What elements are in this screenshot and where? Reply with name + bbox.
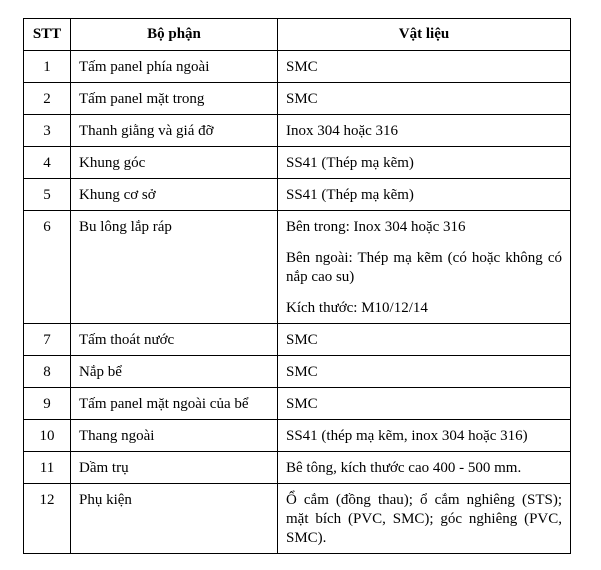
material-cell bbox=[278, 211, 571, 324]
row-number: 7 bbox=[24, 324, 71, 356]
table-body bbox=[24, 51, 571, 554]
part-name: Nắp bể bbox=[71, 356, 278, 388]
table-row bbox=[24, 51, 571, 83]
material-cell bbox=[278, 83, 571, 115]
material-text: Bê tông, kích thước cao 400 - 500 mm. bbox=[286, 460, 522, 476]
part-name: Thanh giằng và giá đỡ bbox=[71, 115, 278, 147]
part-name: Khung cơ sở bbox=[71, 179, 278, 211]
part-name: Tấm panel mặt ngoài của bể bbox=[71, 388, 278, 420]
material-cell bbox=[278, 356, 571, 388]
table-row bbox=[24, 179, 571, 211]
material-text: Ổ cắm (đồng thau); ổ cắm nghiêng (STS); mặt bích (PVC, SMC); góc nghiêng (PVC, SMC). bbox=[286, 492, 562, 546]
table-row bbox=[24, 147, 571, 179]
table-row bbox=[24, 388, 571, 420]
part-name: Tấm panel phía ngoài bbox=[71, 51, 278, 83]
table-row bbox=[24, 452, 571, 484]
row-number: 12 bbox=[24, 484, 71, 554]
material-cell bbox=[278, 51, 571, 83]
table-row bbox=[24, 211, 571, 324]
table-row bbox=[24, 324, 571, 356]
part-name: Phụ kiện bbox=[71, 484, 278, 554]
row-number: 8 bbox=[24, 356, 71, 388]
material-text: SMC bbox=[286, 396, 318, 412]
header-row bbox=[24, 19, 571, 51]
material-text: Kích thước: M10/12/14 bbox=[286, 300, 428, 316]
material-cell bbox=[278, 147, 571, 179]
material-cell bbox=[278, 115, 571, 147]
material-text: SS41 (Thép mạ kẽm) bbox=[286, 187, 414, 203]
material-text: SMC bbox=[286, 364, 318, 380]
material-text: SS41 (thép mạ kẽm, inox 304 hoặc 316) bbox=[286, 428, 528, 444]
row-number: 11 bbox=[24, 452, 71, 484]
row-number: 2 bbox=[24, 83, 71, 115]
table-row bbox=[24, 484, 571, 554]
part-name: Dầm trụ bbox=[71, 452, 278, 484]
table-row bbox=[24, 420, 571, 452]
material-text: SMC bbox=[286, 332, 318, 348]
row-number: 4 bbox=[24, 147, 71, 179]
table-row bbox=[24, 83, 571, 115]
row-number: 10 bbox=[24, 420, 71, 452]
material-text: SMC bbox=[286, 91, 318, 107]
header-stt: STT bbox=[24, 19, 71, 51]
material-cell bbox=[278, 484, 571, 554]
part-name: Bu lông lắp ráp bbox=[71, 211, 278, 324]
part-name: Khung góc bbox=[71, 147, 278, 179]
table-row bbox=[24, 115, 571, 147]
material-text: Inox 304 hoặc 316 bbox=[286, 123, 399, 139]
material-text: Bên trong: Inox 304 hoặc 316 bbox=[286, 219, 466, 235]
part-name: Tấm thoát nước bbox=[71, 324, 278, 356]
material-text: SMC bbox=[286, 59, 318, 75]
material-text: Bên ngoài: Thép mạ kẽm (có hoặc không có nắp cao su) bbox=[286, 250, 562, 285]
row-number: 9 bbox=[24, 388, 71, 420]
material-cell bbox=[278, 324, 571, 356]
material-cell bbox=[278, 388, 571, 420]
row-number: 3 bbox=[24, 115, 71, 147]
row-number: 5 bbox=[24, 179, 71, 211]
header-part: Bộ phận bbox=[71, 19, 278, 51]
materials-table bbox=[23, 18, 571, 554]
material-cell bbox=[278, 179, 571, 211]
header-material: Vật liệu bbox=[278, 19, 571, 51]
part-name: Thang ngoài bbox=[71, 420, 278, 452]
table-row bbox=[24, 356, 571, 388]
row-number: 6 bbox=[24, 211, 71, 324]
part-name: Tấm panel mặt trong bbox=[71, 83, 278, 115]
material-text: SS41 (Thép mạ kẽm) bbox=[286, 155, 414, 171]
row-number: 1 bbox=[24, 51, 71, 83]
material-cell bbox=[278, 420, 571, 452]
material-cell bbox=[278, 452, 571, 484]
